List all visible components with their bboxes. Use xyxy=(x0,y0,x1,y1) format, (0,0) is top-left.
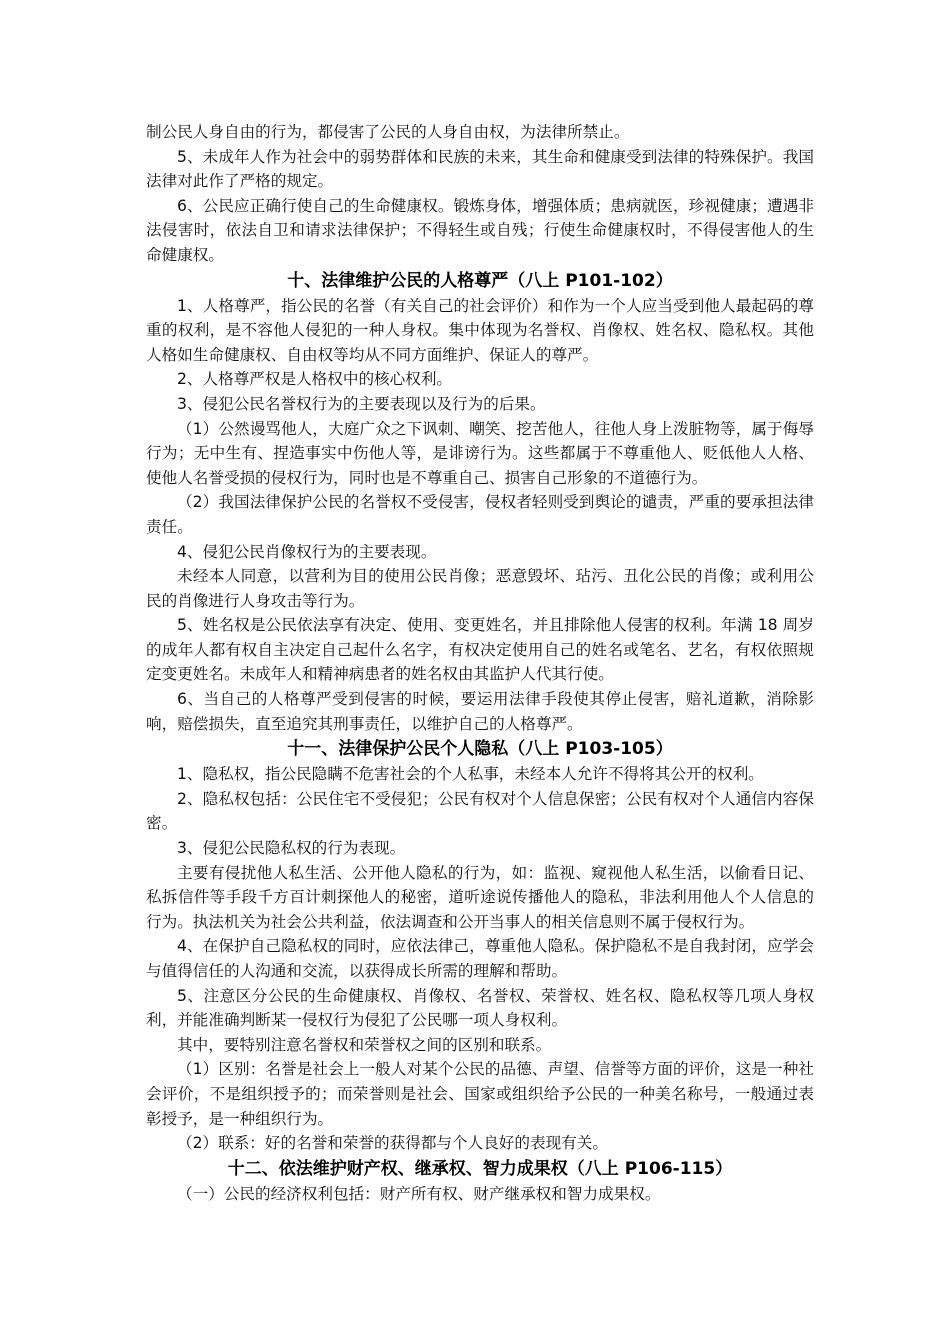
section-heading: 十一、法律保护公民个人隐私（八上 P103-105） xyxy=(287,739,673,760)
body-paragraph: 5、未成年人作为社会中的弱势群体和民族的未来，其生命和健康受到法律的特殊保护。我国法律对此作了严格的规定。 xyxy=(146,147,814,191)
body-paragraph: 未经本人同意，以营利为目的使用公民肖像；恶意毁坏、玷污、丑化公民的肖像；或利用公民的肖像进行人身攻击等行为。 xyxy=(146,567,814,610)
body-paragraph: 2、人格尊严权是人格权中的核心权利。 xyxy=(177,370,453,389)
body-paragraph: 4、在保护自己隐私权的同时，应依法律己，尊重他人隐私。保护隐私不是自我封闭，应学会与值得信任的人沟通和交流，以获得成长所需的理解和帮助。 xyxy=(146,937,814,980)
body-paragraph: 4、侵犯公民肖像权行为的主要表现。 xyxy=(177,542,437,561)
body-paragraph: 5、注意区分公民的生命健康权、肖像权、名誉权、荣誉权、姓名权、隐私权等几项人身权利，并能准确判断某一侵权行为侵犯了公民哪一项人身权利。 xyxy=(146,986,814,1030)
section-heading: 十二、依法维护财产权、继承权、智力成果权（八上 P106-115） xyxy=(227,1158,733,1179)
body-paragraph: （2）我国法律保护公民的名誉权不受侵害，侵权者轻则受到舆论的谴责，严重的要承担法律责任。 xyxy=(146,493,814,536)
body-paragraph: 制公民人身自由的行为，都侵害了公民的人身自由权，为法律所禁止。 xyxy=(146,123,630,141)
body-paragraph: （1）区别：名誉是社会上一般人对某个公民的品德、声望、信誉等方面的评价，这是一种社会评价，不是组织授予的；而荣誉则是社会、国家或组织给予公民的一种美名称号，一般通过表彰授予，是一种组织行为。 xyxy=(146,1060,814,1128)
body-paragraph: 5、姓名权是公民依法享有决定、使用、变更姓名，并且排除他人侵害的权利。年满 18 周岁的成年人都有权自主决定自己起什么名字，有权决定使用自己的姓名或笔名、艺名，有权依照规定变更姓名。未成年人和精神病患者的姓名权由其监护人代其行使。 xyxy=(146,616,814,684)
body-paragraph: （一）公民的经济权利包括：财产所有权、财产继承权和智力成果权。 xyxy=(177,1184,661,1203)
body-paragraph: 6、公民应正确行使自己的生命健康权。锻炼身体，增强体质；患病就医，珍视健康；遭遇非法侵害时，依法自卫和请求法律保护；不得轻生或自残；行使生命健康权时，不得侵害他人的生命健康权。 xyxy=(146,196,814,264)
body-paragraph: 2、隐私权包括：公民住宅不受侵犯；公民有权对个人信息保密；公民有权对个人通信内容保密。 xyxy=(146,789,814,833)
body-paragraph: 3、侵犯公民隐私权的行为表现。 xyxy=(177,839,406,858)
body-paragraph: 1、人格尊严，指公民的名誉（有关自己的社会评价）和作为一个人应当受到他人最起码的尊重的权利，是不容他人侵犯的一种人身权。集中体现为名誉权、肖像权、姓名权、隐私权。其他人格如生命健康权、自由权等均从不同方面维护、保证人的尊严。 xyxy=(146,296,814,364)
section-heading: 十、法律维护公民的人格尊严（八上 P101-102） xyxy=(287,270,673,291)
body-paragraph: 主要有侵扰他人私生活、公开他人隐私的行为，如：监视、窥视他人私生活，以偷看日记、私拆信件等手段千方百计刺探他人的秘密，道听途说传播他人的隐私，非法利用他人个人信息的行为。执法机关为社会公共利益，依法调查和公开当事人的相关信息则不属于侵权行为。 xyxy=(146,863,814,931)
body-paragraph: 1、隐私权，指公民隐瞒不危害社会的个人私事，未经本人允许不得将其公开的权利。 xyxy=(177,765,764,784)
body-paragraph: （2）联系：好的名誉和荣誉的获得都与个人良好的表现有关。 xyxy=(177,1134,608,1153)
body-paragraph: 3、侵犯公民名誉权行为的主要表现以及行为的后果。 xyxy=(177,394,546,413)
document-page xyxy=(146,120,814,1206)
body-paragraph: （1）公然谩骂他人，大庭广众之下讽刺、嘲笑、挖苦他人，往他人身上泼脏物等，属于侮辱行为；无中生有、捏造事实中伤他人等，是诽谤行为。这些都属于不尊重他人、贬低他人人格、使他人名誉受损的侵权行为，同时也是不尊重自己、损害自己形象的不道德行为。 xyxy=(146,419,814,487)
body-paragraph: 其中，要特别注意名誉权和荣誉权之间的区别和联系。 xyxy=(177,1035,552,1054)
body-paragraph: 6、当自己的人格尊严受到侵害的时候，要运用法律手段使其停止侵害，赔礼道歉，消除影响，赔偿损失，直至追究其刑事责任，以维护自己的人格尊严。 xyxy=(146,690,814,733)
